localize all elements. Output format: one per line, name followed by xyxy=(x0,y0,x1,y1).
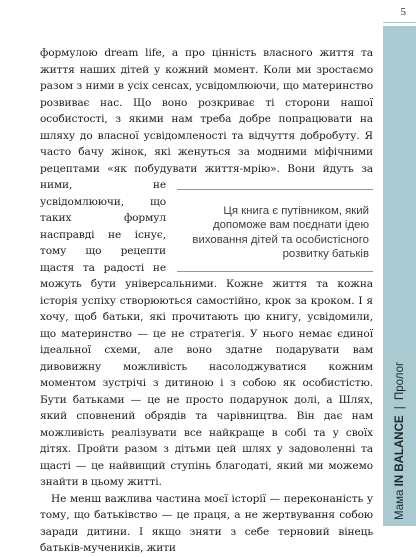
paragraph: Не менш важлива частина моєї історії — переконаність у тому, що батьківство — це праця, а не жертвування собою заради дитини. І якщо зняти з себе терновий вінець батьків-мучеників, жити xyxy=(40,492,373,554)
brand-prefix: Мама xyxy=(393,489,406,520)
side-tab xyxy=(383,26,416,526)
paragraph: формулою dream life, а про цінність власного життя та життя наших дітей у кожний момент. Коли ми зростаємо разом з ними в усіх сенсах, усвідомлюючи, що материнство розвиває нас. Що воно розкриває ті сторони нашої особистості, з якими нам треба добре попрацювати на шляху до власної усвідомленості та відчуття добробуту. Я часто бачу жінок, які женуться за модними міфічними рецептами «як побудувати життя-мрію». Вони йдуть за ними, не усвідомлюючи, що таких формул насправді не існує, тому що рецепти щастя та радості не можуть бути універсальними. Кожне життя та кожна історія успіху створюються самостійно, крок за кроком. І я хочу, щоб батьки, які прочитають цю книгу, усвідомили, що материнство — це не стратегія. У нього немає єдиної ідеальної схеми, але воно здатне подарувати вам дивовижну можливість насолоджуватися кожним моментом зустрічі з дитиною і з собою як особистістю. Бути батьками — це не просто подарунок долі, а Шлях, який сповнений обрядів та чарівництва. Він дає нам можливість реалізувати все найкраще в собі та у своїх дітях. Пройти разом з дітьми цей шлях у задоволенні та щасті — це найвищий ступінь благодаті, який ми можемо знайти в цьому житті. xyxy=(40,47,373,488)
running-head xyxy=(383,200,416,520)
header-rule xyxy=(383,22,416,23)
body-text xyxy=(40,45,373,557)
pull-quote: Ця книга є путівником, який допоможе вам поєднати ідею виховання дітей та особистісного розвитку батьків xyxy=(177,189,373,272)
section-title: Пролог xyxy=(393,361,406,401)
brand-bold: IN BALANCE xyxy=(393,415,406,487)
page-number: 5 xyxy=(400,6,406,18)
running-head-separator: | xyxy=(393,406,406,410)
